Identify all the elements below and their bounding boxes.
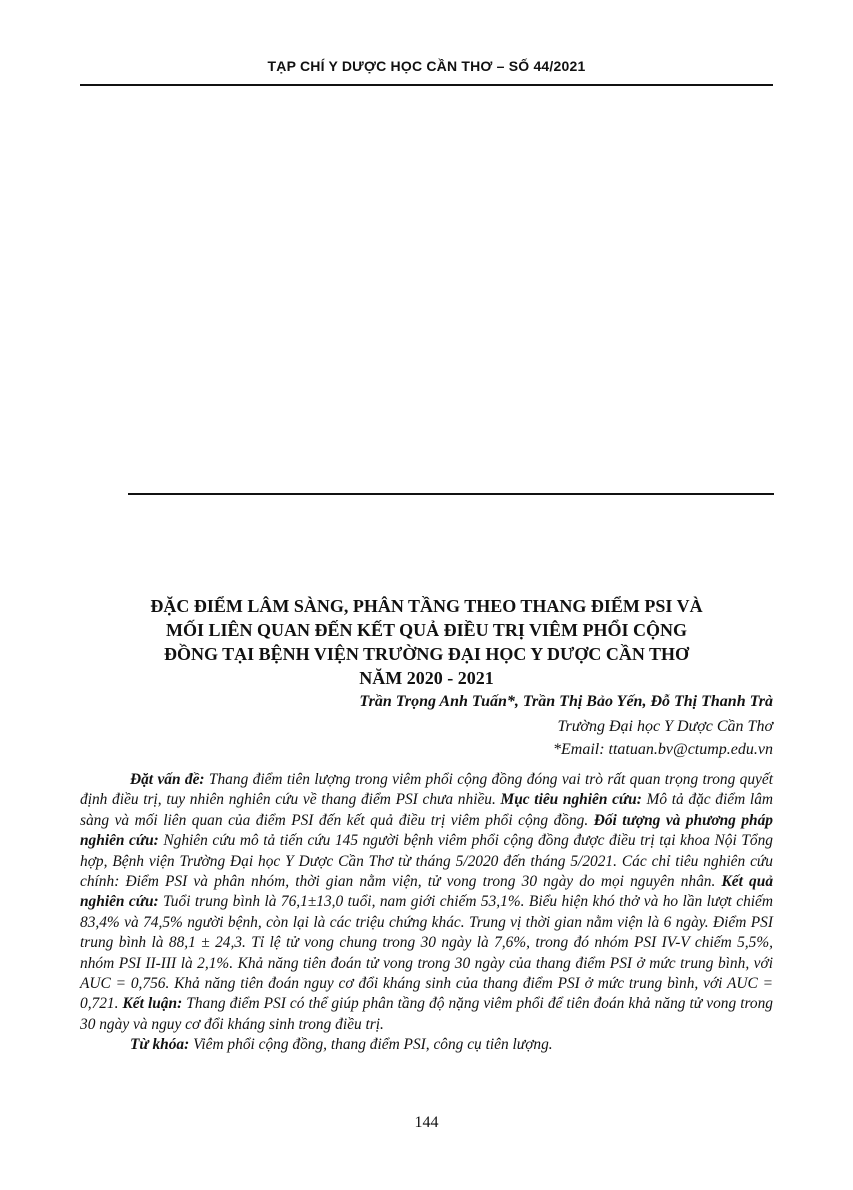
journal-header: TẠP CHÍ Y DƯỢC HỌC CẦN THƠ – SỐ 44/2021: [267, 58, 586, 74]
conclusion-label: Kết luận:: [122, 995, 183, 1013]
title-line: MỐI LIÊN QUAN ĐẾN KẾT QUẢ ĐIỀU TRỊ VIÊM PHỔI CỘNG: [165, 620, 688, 640]
keywords-label: Từ khóa:: [130, 1036, 190, 1054]
objective-label: Mục tiêu nghiên cứu:: [500, 791, 642, 809]
article-title: [80, 594, 773, 690]
title-line: NĂM 2020 - 2021: [359, 668, 494, 688]
methods-label: Đối tượng và phương pháp nghiên cứu:: [80, 811, 773, 850]
abstract-paragraph: [80, 770, 773, 1035]
background-text: Thang điểm tiên lượng trong viêm phổi cộng đồng đóng vai trò rất quan trọng trong quyết định điều trị, tuy nhiên nghiên cứu về thang điểm PSI chưa nhiều.: [80, 771, 773, 809]
conclusion-text: Thang điểm PSI có thể giúp phân tầng độ nặng viêm phổi để tiên đoán khả năng tử vong trong 30 ngày và nguy cơ đổi kháng sinh trong điều trị.: [80, 995, 774, 1033]
background-label: Đặt vấn đề:: [130, 771, 205, 788]
results-text: Tuổi trung bình là 76,1±13,0 tuổi, nam giới chiếm 53,1%. Biểu hiện khó thở và ho lần lượt chiếm 83,4% và 74,5% người bệnh, còn lại là các triệu chứng khác. Trung vị thời gian nằm viện là 6 ngày. Điểm PSI trung bình là 88,1 ± 24,3. Tỉ lệ tử vong chung trong 30 ngày là 7,6%, trong đó nhóm PSI IV-V chiếm 5,5%, nhóm PSI II-III là 2,1%. Khả năng tiên đoán tử vong trong 30 ngày của thang điểm PSI ở mức trung bình, với AUC = 0,756. Khả năng tiên đoán nguy cơ đổi kháng sinh của thang điểm PSI ở mức trung bình, với AUC = 0,721.: [80, 893, 773, 1013]
results-label: Kết quả nghiên cứu:: [80, 873, 774, 911]
affiliation: Trường Đại học Y Dược Cần Thơ: [557, 718, 773, 735]
objective-text: Mô tả đặc điểm lâm sàng và mối liên quan của điểm PSI đến kết quả điều trị viêm phổi cộng đồng.: [80, 791, 774, 829]
keywords-text: Viêm phổi cộng đồng, thang điểm PSI, công cụ tiên lượng.: [189, 1036, 553, 1054]
abstract: [80, 770, 773, 1056]
author-list: Trần Trọng Anh Tuấn*, Trần Thị Bảo Yến, Đỗ Thị Thanh Trà: [359, 693, 773, 710]
page-number: 144: [414, 1114, 439, 1131]
keywords-paragraph: [80, 1035, 773, 1055]
corresponding-email: *Email: ttatuan.bv@ctump.edu.vn: [552, 741, 773, 758]
title-line: ĐẶC ĐIỂM LÂM SÀNG, PHÂN TẦNG THEO THANG ĐIỂM PSI VÀ: [150, 596, 703, 616]
header-divider: [80, 84, 773, 86]
title-line: ĐỒNG TẠI BỆNH VIỆN TRƯỜNG ĐẠI HỌC Y DƯỢC CẦN THƠ: [163, 644, 690, 664]
methods-text: Nghiên cứu mô tả tiến cứu 145 người bệnh viêm phổi cộng đồng được điều trị tại khoa Nội Tổng hợp, Bệnh viện Trường Đại học Y Dược Cần Thơ từ tháng 5/2020 đến tháng 5/2021. Các chỉ tiêu nghiên cứu chính: Điểm PSI và phân nhóm, thời gian nằm viện, tử vong trong 30 ngày do mọi nguyên nhân.: [80, 832, 773, 891]
section-divider: [128, 493, 774, 495]
